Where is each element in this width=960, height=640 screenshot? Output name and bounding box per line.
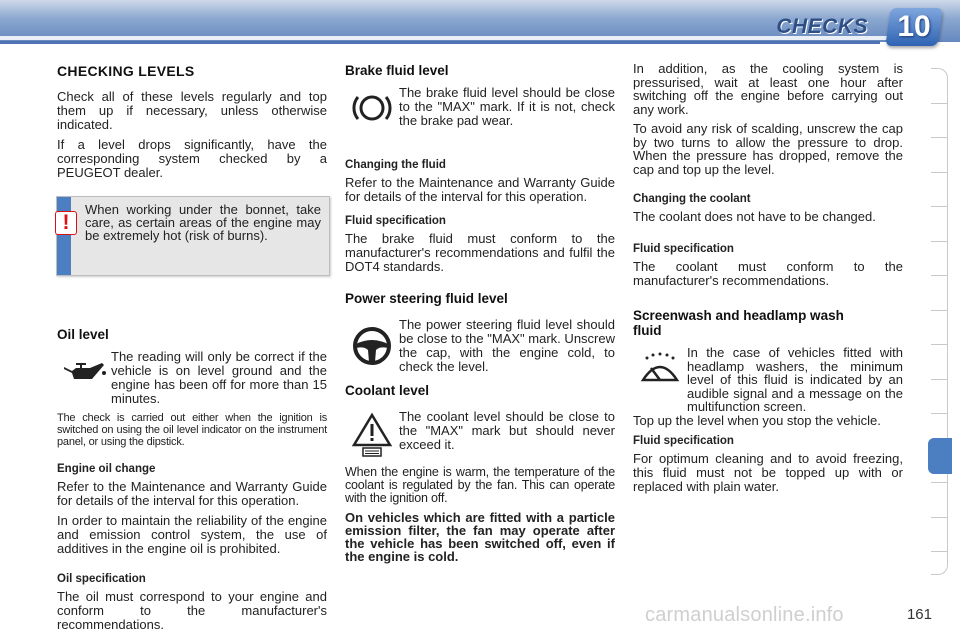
rail-divider (931, 137, 947, 138)
banner-stripe-dark (0, 41, 880, 44)
changing-coolant-heading: Changing the coolant (633, 193, 751, 205)
column-1 (57, 60, 327, 638)
rail-divider (931, 344, 947, 345)
steering-wheel-icon (345, 318, 399, 374)
power-steering-text: The power steering fluid level should be close to the "MAX" mark. Unscrew the cap, with the engine cold, to check the level. (399, 317, 615, 374)
coolant-level-row (345, 410, 615, 460)
screenwash-topup-text: Top up the level when you stop the vehicle. (633, 412, 881, 428)
screenwash-spec-text: For optimum cleaning and to avoid freezing, this fluid must not be topped up with or replaced with plain water. (633, 450, 903, 494)
screenwash-row (633, 346, 903, 414)
warning-box (56, 196, 330, 276)
brake-fluid-spec-text: The brake fluid must conform to the manufacturer's recommendations and fulfil the DOT4 standards. (345, 231, 615, 274)
chapter-tab-active[interactable] (928, 438, 952, 474)
rail-divider (931, 517, 947, 518)
engine-oil-change-text-2: In order to maintain the reliability of the engine and emission control system, the use of additives in the engine oil is prohibited. (57, 513, 327, 556)
changing-fluid-heading: Changing the fluid (345, 159, 446, 171)
screenwash-spec-heading: Fluid specification (633, 434, 734, 447)
rail-divider (931, 310, 947, 311)
brake-fluid-heading: Brake fluid level (345, 63, 449, 78)
intro-paragraph-1: Check all of these levels regularly and top them up if necessary, unless otherwise indicated. (57, 89, 327, 132)
oil-specification-heading: Oil specification (57, 573, 146, 585)
screenwash-heading: Screenwash and headlamp wash fluid (633, 308, 844, 338)
engine-oil-change-text-1: Refer to the Maintenance and Warranty Guide for details of the interval for this operation. (57, 479, 327, 508)
oil-level-text: The reading will only be correct if the vehicle is on level ground and the engine has been off for more than 15 minutes. (111, 349, 327, 406)
coolant-level-text: The coolant level should be close to the "MAX" mark but should never exceed it. (399, 409, 615, 452)
checking-levels-heading: CHECKING LEVELS (57, 63, 195, 79)
oil-level-row (57, 350, 327, 406)
coolant-temperature-text: When the engine is warm, the temperature of the coolant is regulated by the fan. This can operate with the ignition off. (345, 465, 615, 505)
power-steering-heading: Power steering fluid level (345, 291, 508, 306)
oil-level-note: The check is carried out either when the ignition is switched on using the oil level indicator on the instrument panel, or using the dipstick. (57, 412, 327, 448)
changing-coolant-text: The coolant does not have to be changed. (633, 209, 876, 224)
coolant-warning-icon (345, 410, 399, 460)
rail-divider (931, 103, 947, 104)
washer-icon (633, 346, 687, 394)
coolant-spec-heading: Fluid specification (633, 243, 734, 255)
changing-fluid-text: Refer to the Maintenance and Warranty Guide for details of the interval for this operation. (345, 175, 615, 204)
rail-divider (931, 413, 947, 414)
screenwash-text: In the case of vehicles fitted with headlamp washers, the minimum level of this fluid is indicated by an audible signal and a message on the multifunction screen. (687, 345, 903, 414)
rail-divider (931, 379, 947, 380)
brake-fluid-row (345, 86, 615, 130)
cooling-scald-text: To avoid any risk of scalding, unscrew the cap by two turns to allow the pressure to drop. When the pressure has dropped, remove the cap and top up the level. (633, 121, 903, 177)
chapter-title: CHECKS (776, 15, 868, 38)
brake-fluid-text: The brake fluid level should be close to the "MAX" mark. If it is not, check the brake pad wear. (399, 85, 615, 128)
page-number: 161 (906, 606, 932, 623)
oil-specification-text: The oil must correspond to your engine and conform to the manufacturer's recommendations. (57, 589, 327, 632)
coolant-spec-text: The coolant must conform to the manufacturer's recommendations. (633, 259, 903, 288)
power-steering-row (345, 318, 615, 374)
oil-can-icon (57, 350, 111, 394)
rail-divider (931, 241, 947, 242)
warning-exclamation-icon: ! (55, 211, 77, 235)
column-3 (633, 62, 903, 500)
rail-divider (931, 206, 947, 207)
coolant-level-heading: Coolant level (345, 383, 430, 398)
oil-level-heading: Oil level (57, 327, 109, 342)
intro-paragraph-2: If a level drops significantly, have the corresponding system checked by a PEUGEOT dealer. (57, 137, 327, 180)
watermark: carmanualsonline.info (645, 604, 844, 626)
coolant-fan-warning-text: On vehicles which are fitted with a particle emission filter, the fan may operate after the vehicle has been switched off, even if the engine is cold. (345, 510, 615, 564)
column-2 (345, 60, 615, 569)
warning-bar (57, 197, 71, 275)
chapter-rail (931, 68, 948, 575)
rail-divider (931, 482, 947, 483)
engine-oil-change-heading: Engine oil change (57, 463, 156, 475)
rail-divider (931, 172, 947, 173)
brake-fluid-spec-heading: Fluid specification (345, 215, 446, 227)
rail-divider (931, 551, 947, 552)
brake-warning-icon (345, 86, 399, 130)
banner-stripe (0, 36, 900, 40)
rail-divider (931, 275, 947, 276)
chapter-number: 10 (897, 10, 931, 43)
cooling-pressure-text: In addition, as the cooling system is pressurised, wait at least one hour after switching off the engine before carrying out any work. (633, 61, 903, 117)
warning-text: When working under the bonnet, take care, as certain areas of the engine may be extremely hot (risk of burns). (85, 202, 321, 243)
chapter-number-badge (885, 8, 942, 46)
